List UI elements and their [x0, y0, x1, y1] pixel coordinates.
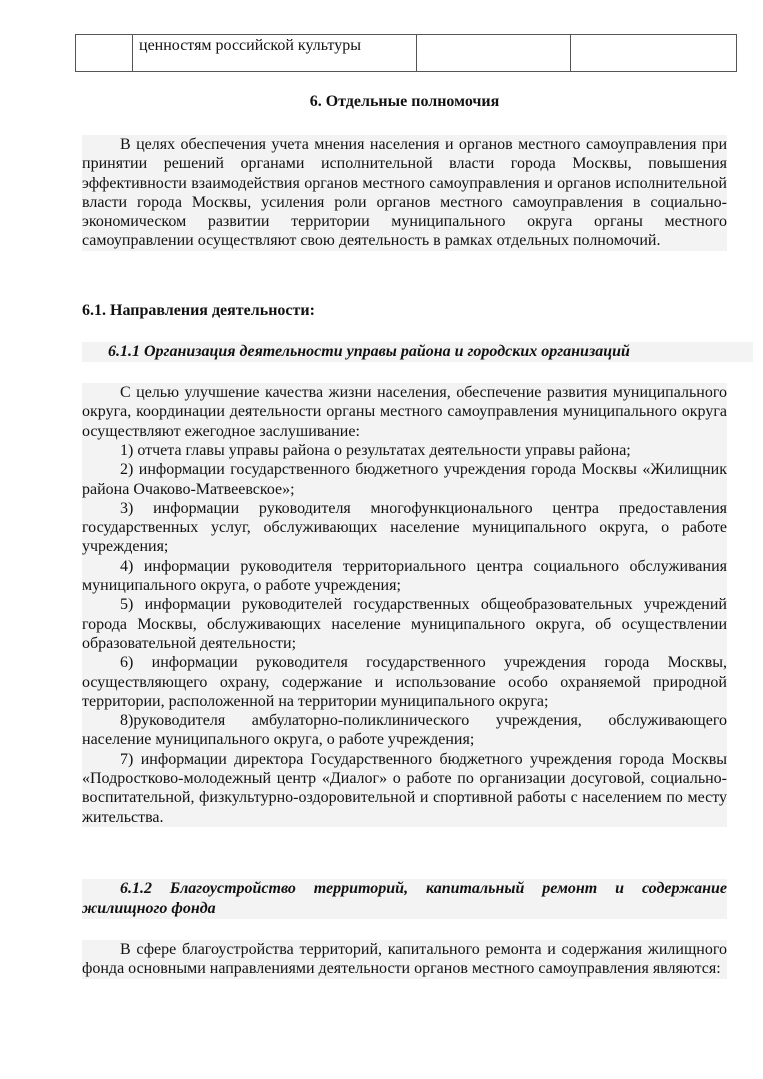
table-cell [76, 35, 133, 72]
table-row [76, 35, 737, 72]
table-cell: ценностям российской культуры [133, 35, 417, 72]
list-item: 6) информации руководителя государственного учреждения города Москвы, осуществляющего охрану, содержание и использование особо охраняемой природной территории, расположенной на территории муниципального округа; [82, 654, 727, 710]
list-item: 7) информации директора Государственного бюджетного учреждения города Москвы «Подростково-молодежный центр «Диалог» о работе по организации досуговой, социально-воспитательной, физкультурно-оздоровительной и спортивной работы с населением по месту жительства. [82, 750, 727, 826]
list-item: 5) информации руководителей государственных общеобразовательных учреждений города Москвы, обслуживающих население муниципального округа, об осуществлении образовательной деятельности; [82, 596, 727, 652]
section-6-1-1-title: 6.1.1 Организация деятельности управы района и городских организаций [82, 342, 753, 362]
table-cell [571, 35, 737, 72]
previous-table-fragment [75, 34, 737, 72]
section-6-1-2-intro: В сфере благоустройства территорий, капитального ремонта и содержания жилищного фонда основными направлениями деятельности органов местного самоуправления являются: [82, 941, 727, 978]
section-6-intro: В целях обеспечения учета мнения населения и органов местного самоуправления при принятии решений органами исполнительной власти города Москвы, повышения эффективности взаимодействия органов местного самоуправления и органов исполнительной власти города Москвы, усиления роли органов местного самоуправления в социально-экономическом развитии территории муниципального округа органы местного самоуправлении осуществляют свою деятельность в рамках отдельных полномочий. [82, 136, 727, 250]
list-item: 1) отчета главы управы района о результатах деятельности управы района; [120, 442, 631, 459]
section-6-1-title: 6.1. Направления деятельности: [82, 302, 315, 319]
list-item: 2) информации государственного бюджетного учреждения города Москвы «Жилищник района Очаково-Матвеевское»; [82, 461, 727, 498]
list-item: 3) информации руководителя многофункционального центра предоставления государственных услуг, обслуживающих население муниципального округа, о работе учреждения; [82, 499, 727, 556]
table-cell [417, 35, 571, 72]
list-item: 8)руководителя амбулаторно-поликлинического учреждения, обслуживающего население муниципального округа, о работе учреждения; [82, 712, 727, 749]
section-6-1-1-intro: С целью улучшение качества жизни населения, обеспечение развития муниципального округа, координации деятельности органы местного самоуправления муниципального округа осуществляют ежегодное заслушивание: [82, 384, 727, 440]
section-6-1-2-title: 6.1.2 Благоустройство территорий, капитальный ремонт и содержание жилищного фонда [82, 880, 727, 917]
section-6-1-1-list [82, 441, 727, 827]
section-6-title: 6. Отдельные полномочия [309, 93, 500, 110]
list-item: 4) информации руководителя территориального центра социального обслуживания муниципального округа, о работе учреждения; [82, 557, 727, 595]
